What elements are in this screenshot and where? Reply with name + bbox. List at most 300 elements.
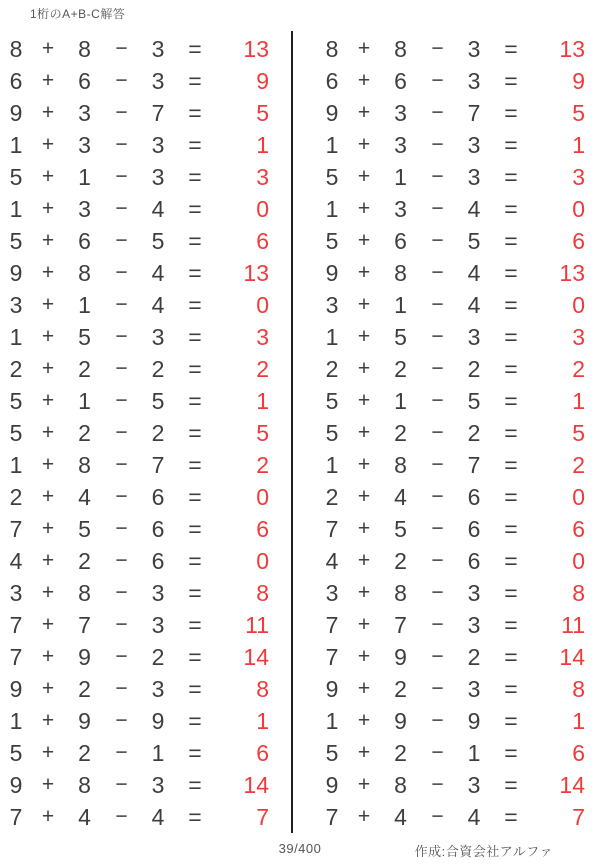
answer-value: 2 <box>256 356 269 382</box>
operand-a: 9 <box>325 772 339 798</box>
plus-operator: + <box>357 773 371 796</box>
equals-sign: = <box>504 292 518 318</box>
operand-c: 5 <box>467 388 481 414</box>
operand-b: 2 <box>78 356 91 382</box>
operand-c: 6 <box>151 516 165 542</box>
minus-operator: − <box>431 485 444 508</box>
equals-sign: = <box>504 548 518 574</box>
operand-b: 4 <box>394 804 407 830</box>
operand-a: 9 <box>9 676 23 702</box>
plus-operator: + <box>41 741 55 764</box>
operand-c: 3 <box>151 580 165 606</box>
plus-operator: + <box>41 453 55 476</box>
operand-c: 5 <box>467 228 481 254</box>
operand-b: 4 <box>394 484 407 510</box>
plus-operator: + <box>41 293 55 316</box>
answer-value: 1 <box>572 132 585 158</box>
operand-a: 8 <box>325 36 339 62</box>
minus-operator: − <box>431 677 444 700</box>
operand-a: 6 <box>325 68 339 94</box>
equation-row <box>318 289 596 321</box>
operand-c: 3 <box>467 132 481 158</box>
equation-row <box>2 353 280 385</box>
operand-a: 7 <box>325 612 339 638</box>
equals-sign: = <box>188 708 202 734</box>
answer-value: 14 <box>559 644 585 670</box>
minus-operator: − <box>115 37 128 60</box>
operand-a: 3 <box>325 580 339 606</box>
answer-value: 6 <box>256 740 269 766</box>
equation-row <box>2 801 280 833</box>
operand-c: 3 <box>151 324 165 350</box>
operand-a: 9 <box>325 260 339 286</box>
plus-operator: + <box>357 101 371 124</box>
minus-operator: − <box>115 133 128 156</box>
equation-row <box>2 449 280 481</box>
minus-operator: − <box>115 773 128 796</box>
minus-operator: − <box>115 261 128 284</box>
minus-operator: − <box>431 357 444 380</box>
operand-b: 8 <box>394 36 407 62</box>
operand-b: 6 <box>394 228 407 254</box>
operand-c: 4 <box>467 292 481 318</box>
operand-a: 9 <box>325 676 339 702</box>
equals-sign: = <box>188 420 202 446</box>
answer-value: 13 <box>559 260 585 286</box>
operand-c: 3 <box>467 676 481 702</box>
plus-operator: + <box>41 357 55 380</box>
equation-row <box>318 481 596 513</box>
operand-c: 7 <box>151 100 165 126</box>
equation-row <box>318 97 596 129</box>
equals-sign: = <box>504 68 518 94</box>
operand-c: 3 <box>151 68 165 94</box>
answer-value: 3 <box>572 324 585 350</box>
plus-operator: + <box>41 37 55 60</box>
equals-sign: = <box>188 612 202 638</box>
plus-operator: + <box>41 549 55 572</box>
operand-b: 9 <box>394 644 407 670</box>
operand-c: 4 <box>467 196 481 222</box>
answer-value: 7 <box>572 804 585 830</box>
operand-a: 7 <box>9 644 23 670</box>
answer-value: 14 <box>243 644 269 670</box>
equals-sign: = <box>504 388 518 414</box>
plus-operator: + <box>41 773 55 796</box>
operand-c: 4 <box>151 292 165 318</box>
equals-sign: = <box>504 100 518 126</box>
minus-operator: − <box>431 741 444 764</box>
equation-row <box>318 609 596 641</box>
answer-value: 0 <box>572 484 585 510</box>
equals-sign: = <box>504 196 518 222</box>
operand-c: 3 <box>467 580 481 606</box>
operand-b: 8 <box>78 260 91 286</box>
operand-b: 9 <box>78 644 91 670</box>
operand-c: 3 <box>467 772 481 798</box>
equals-sign: = <box>504 260 518 286</box>
answer-value: 6 <box>572 228 585 254</box>
equals-sign: = <box>188 580 202 606</box>
plus-operator: + <box>357 709 371 732</box>
plus-operator: + <box>357 69 371 92</box>
minus-operator: − <box>431 133 444 156</box>
plus-operator: + <box>357 805 371 828</box>
equals-sign: = <box>188 68 202 94</box>
operand-c: 6 <box>151 484 165 510</box>
operand-a: 9 <box>9 260 23 286</box>
answer-value: 0 <box>256 484 269 510</box>
operand-b: 3 <box>394 100 407 126</box>
minus-operator: − <box>115 357 128 380</box>
operand-a: 5 <box>9 740 23 766</box>
plus-operator: + <box>357 37 371 60</box>
plus-operator: + <box>41 325 55 348</box>
answer-value: 3 <box>572 164 585 190</box>
operand-b: 8 <box>78 772 91 798</box>
operand-a: 7 <box>325 516 339 542</box>
operand-a: 3 <box>325 292 339 318</box>
minus-operator: − <box>431 645 444 668</box>
equals-sign: = <box>188 516 202 542</box>
plus-operator: + <box>41 229 55 252</box>
plus-operator: + <box>41 261 55 284</box>
answer-value: 8 <box>572 580 585 606</box>
minus-operator: − <box>115 197 128 220</box>
plus-operator: + <box>41 69 55 92</box>
plus-operator: + <box>41 389 55 412</box>
minus-operator: − <box>115 453 128 476</box>
answer-value: 5 <box>572 100 585 126</box>
answer-value: 13 <box>243 260 269 286</box>
plus-operator: + <box>357 197 371 220</box>
operand-b: 2 <box>78 676 91 702</box>
operand-c: 4 <box>151 804 165 830</box>
minus-operator: − <box>115 677 128 700</box>
operand-c: 6 <box>467 484 481 510</box>
equation-row <box>2 65 280 97</box>
answer-value: 14 <box>559 772 585 798</box>
plus-operator: + <box>41 133 55 156</box>
operand-b: 1 <box>394 292 407 318</box>
operand-a: 9 <box>9 772 23 798</box>
answer-value: 1 <box>572 388 585 414</box>
operand-b: 7 <box>78 612 91 638</box>
plus-operator: + <box>357 517 371 540</box>
equation-row <box>2 705 280 737</box>
plus-operator: + <box>357 229 371 252</box>
operand-a: 6 <box>9 68 23 94</box>
column-divider <box>291 31 293 833</box>
minus-operator: − <box>431 581 444 604</box>
minus-operator: − <box>431 421 444 444</box>
equation-row <box>2 577 280 609</box>
equals-sign: = <box>188 484 202 510</box>
plus-operator: + <box>41 517 55 540</box>
equation-row <box>2 289 280 321</box>
operand-a: 7 <box>9 612 23 638</box>
plus-operator: + <box>357 165 371 188</box>
minus-operator: − <box>115 517 128 540</box>
credit: 作成:合資会社アルファ <box>414 844 553 859</box>
operand-b: 6 <box>394 68 407 94</box>
minus-operator: − <box>115 741 128 764</box>
operand-b: 3 <box>394 196 407 222</box>
answer-value: 1 <box>256 132 269 158</box>
equation-row <box>318 545 596 577</box>
minus-operator: − <box>115 549 128 572</box>
equation-row <box>2 385 280 417</box>
equation-row <box>2 737 280 769</box>
operand-c: 6 <box>467 548 481 574</box>
plus-operator: + <box>357 549 371 572</box>
answer-value: 7 <box>256 804 269 830</box>
answer-value: 2 <box>572 452 585 478</box>
minus-operator: − <box>431 197 444 220</box>
operand-c: 3 <box>151 612 165 638</box>
answer-value: 0 <box>256 292 269 318</box>
minus-operator: − <box>431 613 444 636</box>
equals-sign: = <box>188 804 202 830</box>
minus-operator: − <box>115 805 128 828</box>
minus-operator: − <box>431 773 444 796</box>
equation-row <box>318 385 596 417</box>
operand-b: 3 <box>78 132 91 158</box>
equation-row <box>318 417 596 449</box>
equation-row <box>318 161 596 193</box>
operand-b: 5 <box>394 516 407 542</box>
operand-c: 3 <box>467 36 481 62</box>
equation-row <box>2 257 280 289</box>
equation-row <box>318 801 596 833</box>
operand-a: 9 <box>9 100 23 126</box>
equation-row <box>2 225 280 257</box>
equals-sign: = <box>188 676 202 702</box>
operand-b: 8 <box>394 452 407 478</box>
minus-operator: − <box>431 69 444 92</box>
equation-row <box>318 33 596 65</box>
operand-c: 7 <box>151 452 165 478</box>
equals-sign: = <box>188 740 202 766</box>
operand-b: 3 <box>78 100 91 126</box>
minus-operator: − <box>431 389 444 412</box>
operand-b: 6 <box>78 68 91 94</box>
plus-operator: + <box>357 485 371 508</box>
equation-row <box>318 225 596 257</box>
minus-operator: − <box>115 165 128 188</box>
operand-a: 1 <box>9 132 23 158</box>
minus-operator: − <box>431 101 444 124</box>
equals-sign: = <box>504 708 518 734</box>
operand-c: 3 <box>151 36 165 62</box>
operand-b: 3 <box>78 196 91 222</box>
operand-a: 1 <box>325 708 339 734</box>
operand-c: 6 <box>467 516 481 542</box>
equals-sign: = <box>188 644 202 670</box>
answer-value: 9 <box>572 68 585 94</box>
equation-row <box>2 417 280 449</box>
answer-value: 3 <box>256 164 269 190</box>
minus-operator: − <box>115 709 128 732</box>
operand-a: 9 <box>325 100 339 126</box>
operand-a: 4 <box>9 548 23 574</box>
equals-sign: = <box>504 644 518 670</box>
plus-operator: + <box>357 357 371 380</box>
equals-sign: = <box>504 452 518 478</box>
plus-operator: + <box>357 325 371 348</box>
minus-operator: − <box>431 37 444 60</box>
page-title: 1桁のA+B-C解答 <box>30 7 126 21</box>
answer-value: 5 <box>256 100 269 126</box>
operand-a: 7 <box>325 804 339 830</box>
operand-a: 7 <box>325 644 339 670</box>
operand-c: 3 <box>151 772 165 798</box>
operand-c: 2 <box>467 644 481 670</box>
answer-value: 6 <box>572 740 585 766</box>
operand-b: 8 <box>78 452 91 478</box>
minus-operator: − <box>115 293 128 316</box>
answer-value: 2 <box>572 356 585 382</box>
operand-b: 1 <box>78 388 91 414</box>
operand-b: 2 <box>394 420 407 446</box>
equals-sign: = <box>504 356 518 382</box>
operand-b: 4 <box>78 484 91 510</box>
equation-row <box>2 129 280 161</box>
operand-c: 4 <box>151 196 165 222</box>
plus-operator: + <box>357 133 371 156</box>
operand-c: 9 <box>151 708 165 734</box>
equation-row <box>318 641 596 673</box>
operand-a: 2 <box>325 484 339 510</box>
equation-row <box>2 769 280 801</box>
answer-value: 13 <box>243 36 269 62</box>
problems-column-right <box>318 33 596 833</box>
plus-operator: + <box>357 645 371 668</box>
equation-row <box>2 193 280 225</box>
equals-sign: = <box>504 612 518 638</box>
equals-sign: = <box>188 324 202 350</box>
answer-value: 11 <box>245 612 269 638</box>
operand-c: 2 <box>151 420 165 446</box>
operand-b: 2 <box>78 420 91 446</box>
equals-sign: = <box>188 772 202 798</box>
operand-c: 4 <box>151 260 165 286</box>
equation-row <box>318 513 596 545</box>
equals-sign: = <box>504 516 518 542</box>
equals-sign: = <box>188 452 202 478</box>
answer-value: 3 <box>256 324 269 350</box>
plus-operator: + <box>357 613 371 636</box>
operand-c: 5 <box>151 228 165 254</box>
minus-operator: − <box>431 261 444 284</box>
equation-row <box>2 481 280 513</box>
answer-value: 6 <box>572 516 585 542</box>
plus-operator: + <box>41 101 55 124</box>
equation-row <box>318 65 596 97</box>
equals-sign: = <box>188 36 202 62</box>
equals-sign: = <box>188 228 202 254</box>
operand-a: 3 <box>9 580 23 606</box>
plus-operator: + <box>41 613 55 636</box>
operand-a: 5 <box>325 420 339 446</box>
minus-operator: − <box>115 229 128 252</box>
equals-sign: = <box>504 228 518 254</box>
plus-operator: + <box>357 741 371 764</box>
equals-sign: = <box>504 132 518 158</box>
minus-operator: − <box>115 389 128 412</box>
operand-b: 8 <box>394 260 407 286</box>
equation-row <box>2 33 280 65</box>
operand-a: 5 <box>9 420 23 446</box>
plus-operator: + <box>41 165 55 188</box>
equation-row <box>318 769 596 801</box>
operand-c: 4 <box>467 804 481 830</box>
operand-a: 4 <box>325 548 339 574</box>
operand-c: 7 <box>467 452 481 478</box>
answer-value: 1 <box>256 708 269 734</box>
equals-sign: = <box>504 676 518 702</box>
equation-row <box>2 321 280 353</box>
equals-sign: = <box>188 260 202 286</box>
minus-operator: − <box>115 645 128 668</box>
operand-a: 1 <box>325 324 339 350</box>
plus-operator: + <box>357 389 371 412</box>
equals-sign: = <box>188 548 202 574</box>
operand-b: 6 <box>78 228 91 254</box>
answer-value: 5 <box>572 420 585 446</box>
equation-row <box>2 97 280 129</box>
equation-row <box>318 449 596 481</box>
minus-operator: − <box>431 229 444 252</box>
operand-c: 6 <box>151 548 165 574</box>
answer-value: 0 <box>572 548 585 574</box>
operand-c: 5 <box>151 388 165 414</box>
plus-operator: + <box>41 197 55 220</box>
minus-operator: − <box>431 805 444 828</box>
equals-sign: = <box>188 292 202 318</box>
equals-sign: = <box>188 356 202 382</box>
minus-operator: − <box>115 69 128 92</box>
plus-operator: + <box>41 485 55 508</box>
operand-a: 5 <box>325 388 339 414</box>
operand-c: 4 <box>467 260 481 286</box>
answer-value: 6 <box>256 516 269 542</box>
operand-a: 2 <box>9 356 23 382</box>
answer-value: 9 <box>256 68 269 94</box>
operand-b: 8 <box>394 580 407 606</box>
answer-value: 1 <box>256 388 269 414</box>
operand-b: 8 <box>394 772 407 798</box>
minus-operator: − <box>115 325 128 348</box>
minus-operator: − <box>115 421 128 444</box>
equals-sign: = <box>504 164 518 190</box>
operand-a: 5 <box>9 388 23 414</box>
operand-a: 5 <box>325 740 339 766</box>
answer-value: 13 <box>559 36 585 62</box>
operand-b: 5 <box>78 324 91 350</box>
equation-row <box>2 545 280 577</box>
equation-row <box>318 577 596 609</box>
minus-operator: − <box>115 485 128 508</box>
plus-operator: + <box>357 261 371 284</box>
minus-operator: − <box>431 517 444 540</box>
equation-row <box>318 193 596 225</box>
equation-row <box>318 705 596 737</box>
operand-a: 5 <box>325 164 339 190</box>
page-number: 39/400 <box>278 841 322 856</box>
answer-value: 8 <box>572 676 585 702</box>
equation-row <box>318 353 596 385</box>
